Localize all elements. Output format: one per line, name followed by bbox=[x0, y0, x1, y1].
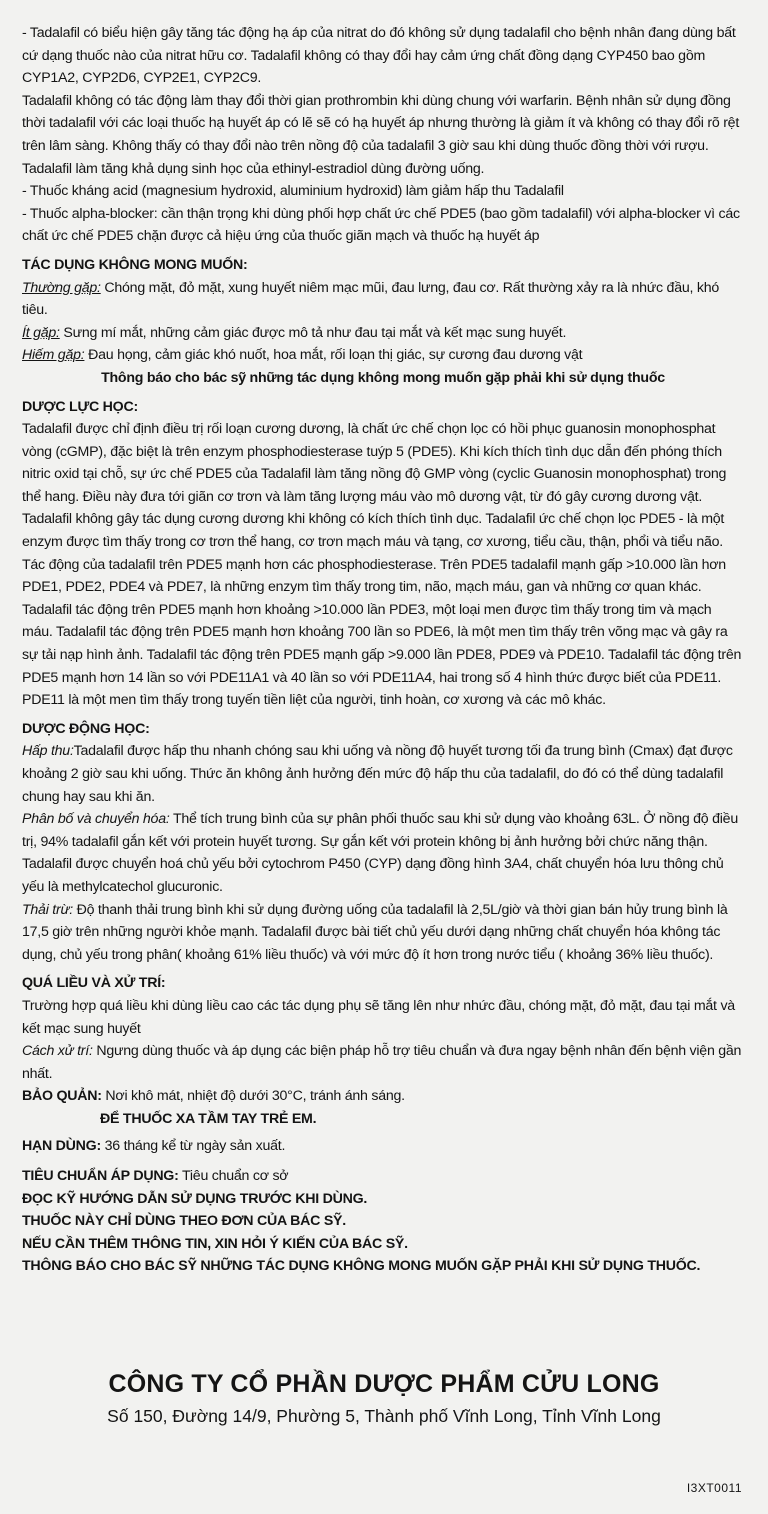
rare-text: Đau họng, cảm giác khó nuốt, hoa mắt, rối loạn thị giác, sự cương đau dương vật bbox=[84, 347, 583, 364]
storage-line bbox=[22, 1085, 744, 1108]
overdose-treatment bbox=[22, 1040, 744, 1085]
interaction-alpha-blocker-paragraph: - Thuốc alpha-blocker: cần thận trọng khi dùng phối hợp chất ức chế PDE5 (bao gồm tadalafil) với alpha-blocker vì các chất ức chế PDE5 chặn được cả hiệu ứng của thuốc giãn mạch và thuốc hạ huyết áp bbox=[22, 205, 740, 245]
uncommon-text: Sưng mí mắt, những cảm giác được mô tả như đau tại mắt và kết mạc sung huyết. bbox=[59, 324, 567, 341]
storage-label: BẢO QUẢN: bbox=[22, 1088, 102, 1105]
common-text: Chóng mặt, đỏ mặt, xung huyết niêm mạc mũi, đau lưng, đau cơ. Rất thường xảy ra là nhức đầu, khó tiêu. bbox=[22, 279, 719, 319]
distribution-paragraph bbox=[22, 808, 744, 898]
document-code: I3XT0011 bbox=[686, 1481, 742, 1495]
company-address: Số 150, Đường 14/9, Phường 5, Thành phố Vĩnh Long, Tỉnh Vĩnh Long bbox=[107, 1406, 661, 1426]
expiry-text: 36 tháng kể từ ngày sản xuất. bbox=[100, 1137, 286, 1154]
absorption-text: Tadalafil được hấp thu nhanh chóng sau khi uống và nồng độ huyết tương tối đa trung bình (Cmax) đạt được khoảng 2 giờ sau khi uống. Thức ăn không ảnh hưởng đến mức độ hấp thu của tadalafil, do đó có thể dùng tadalafil chung hay sau khi ăn. bbox=[22, 743, 733, 805]
absorption-label: Hấp thu: bbox=[22, 743, 74, 760]
side-effects-notice: Thông báo cho bác sỹ những tác dụng không mong muốn gặp phải khi sử dụng thuốc bbox=[101, 369, 665, 386]
pharmacodynamics-text: Tadalafil được chỉ định điều trị rối loạn cương dương, là chất ức chế chọn lọc có hồi phục guanosin monophosphat vòng (cGMP), đặc biệt là trên enzym phosphodiesterase tuýp 5 (PDE5). Khi kích thích tình dục dẫn đến phóng thích nitric oxid tại chỗ, sự ức chế PDE5 của Tadalafil làm tăng nồng độ GMP vòng (cyclic Guanosin monophosphat) trong thể hang. Điều này đưa tới giãn cơ trơn và làm tăng lượng máu vào mô dương vật, từ đó gây cương dương vật. Tadalafil không gây tác dụng cương dương khi không có kích thích tình dục. Tadalafil ức chế chọn lọc PDE5 - là một enzym được tìm thấy trong cơ trơn thể hang, cơ trơn mạch máu và tạng, cơ xương, tiểu cầu, thận, phổi và tiểu não. Tác động của tadalafil trên PDE5 mạnh hơn các phosphodiesterase. Trên PDE5 tadalafil mạnh gấp >10.000 lần hơn PDE1, PDE2, PDE4 và PDE7, là những enzym tìm thấy trong tim, não, mạch máu, gan và những cơ quan khác. Tadalafil tác động trên PDE5 mạnh hơn khoảng >10.000 lần PDE3, một loại men được tìm thấy trong tim và mạch máu. Tadalafil tác động trên PDE5 mạnh hơn khoảng 700 lần so PDE6, là một men tìm thấy trên võng mạc và gây ra sự tải nạp hình ảnh. Tadalafil tác động trên PDE5 mạnh gấp >9.000 lần PDE8, PDE9 và PDE10. Tadalafil tác động trên PDE5 mạnh hơn 14 lần so với PDE11A1 và 40 lần so với PDE11A4, hai trong số 4 hình thức được biết của PDE11. PDE11 là một men tìm thấy trong tuyến tiền liệt của người, tinh hoàn, cơ xương và các mô khác. bbox=[22, 421, 742, 709]
leaflet-body bbox=[22, 22, 744, 1278]
side-effects-common bbox=[22, 277, 744, 322]
warning-read-instructions: ĐỌC KỸ HƯỚNG DẪN SỬ DỤNG TRƯỚC KHI DÙNG. bbox=[22, 1190, 368, 1207]
warning-report-side-effects: THÔNG BÁO CHO BÁC SỸ NHỮNG TÁC DỤNG KHÔNG MONG MUỐN GẶP PHẢI KHI SỬ DỤNG THUỐC. bbox=[22, 1258, 701, 1275]
overdose-text: Trường hợp quá liều khi dùng liều cao các tác dụng phụ sẽ tăng lên như nhức đầu, chóng mặt, đỏ mặt, đau tại mắt và kết mạc sung huyết bbox=[22, 997, 735, 1037]
pharmacodynamics-heading: DƯỢC LỰC HỌC: bbox=[22, 398, 138, 415]
overdose-heading: QUÁ LIỀU VÀ XỬ TRÍ: bbox=[22, 975, 166, 992]
standard-line bbox=[22, 1165, 744, 1188]
elimination-paragraph bbox=[22, 899, 744, 967]
expiry-label: HẠN DÙNG: bbox=[22, 1137, 101, 1154]
absorption-paragraph bbox=[22, 740, 744, 808]
standard-text: Tiêu chuẩn cơ sở bbox=[178, 1168, 289, 1185]
side-effects-heading: TÁC DỤNG KHÔNG MONG MUỐN: bbox=[22, 256, 248, 273]
warning-ask-doctor: NẾU CẦN THÊM THÔNG TIN, XIN HỎI Ý KIẾN CỦA BÁC SỸ. bbox=[22, 1235, 408, 1252]
keep-away-children: ĐỂ THUỐC XA TẦM TAY TRẺ EM. bbox=[100, 1110, 317, 1127]
treatment-text: Ngưng dùng thuốc và áp dụng các biện pháp hỗ trợ tiêu chuẩn và đưa ngay bệnh nhân đến bệnh viện gần nhất. bbox=[22, 1043, 742, 1082]
storage-text: Nơi khô mát, nhiệt độ dưới 30°C, tránh ánh sáng. bbox=[101, 1088, 405, 1105]
common-label: Thường gặp: bbox=[22, 279, 101, 296]
rare-label: Hiếm gặp: bbox=[22, 347, 85, 364]
distribution-label: Phân bố và chuyển hóa: bbox=[22, 811, 170, 828]
interaction-antacid-paragraph: - Thuốc kháng acid (magnesium hydroxid, aluminium hydroxid) làm giảm hấp thu Tadalafil bbox=[22, 183, 564, 200]
standard-label: TIÊU CHUẨN ÁP DỤNG: bbox=[22, 1168, 179, 1185]
interaction-nitrate-paragraph: - Tadalafil có biểu hiện gây tăng tác động hạ áp của nitrat do đó không sử dụng tadalafil cho bệnh nhân đang dùng bất cứ dạng thuốc nào của nitrat hữu cơ. Tadalafil không có thay đổi hay cảm ứng chất đồng dạng CYP450 bao gồm CYP1A2, CYP2D6, CYP2E1, CYP2C9. bbox=[22, 25, 736, 87]
company-name: CÔNG TY CỔ PHẦN DƯỢC PHẨM CỬU LONG bbox=[108, 1370, 660, 1398]
treatment-label: Cách xử trí: bbox=[22, 1043, 93, 1060]
side-effects-uncommon bbox=[22, 322, 744, 345]
expiry-line bbox=[22, 1135, 744, 1158]
interaction-warfarin-paragraph: Tadalafil không có tác động làm thay đổi thời gian prothrombin khi dùng chung với warfarin. Bệnh nhân sử dụng đồng thời tadalafil với các loại thuốc hạ huyết áp có lẽ sẽ có hạ huyết áp nhưng thường là giảm ít và không có thay đổi rõ rệt trên lâm sàng. Không thấy có thay đổi nào trên nồng độ của tadalafil 3 giờ sau khi dùng thuốc đồng thời với rượu. Tadalafil làm tăng khả dụng sinh học của ethinyl-estradiol dùng đường uống. bbox=[22, 92, 740, 177]
elimination-label: Thải trừ: bbox=[22, 901, 73, 918]
pharmacokinetics-heading: DƯỢC ĐỘNG HỌC: bbox=[22, 720, 150, 737]
uncommon-label: Ít gặp: bbox=[22, 324, 60, 341]
warning-prescription-only: THUỐC NÀY CHỈ DÙNG THEO ĐƠN CỦA BÁC SỸ. bbox=[22, 1213, 346, 1230]
side-effects-rare bbox=[22, 344, 744, 367]
elimination-text: Độ thanh thải trung bình khi sử dụng đường uống của tadalafil là 2,5L/giờ và thời gian bán hủy trung bình là 17,5 giờ trên những người khỏe mạnh. Tadalafil được bài tiết chủ yếu dưới dạng những chất chuyển hóa không tác dụng, chủ yếu trong phân( khoảng 61% liều thuốc) và với mức độ ít hơn trong nước tiểu ( khoảng 36% liều thuốc). bbox=[22, 901, 728, 963]
distribution-text: Thể tích trung bình của sự phân phối thuốc sau khi sử dụng vào khoảng 63L. Ở nồng độ điều trị, 94% tadalafil gắn kết với protein huyết tương. Sự gắn kết với protein không bị ảnh hưởng bởi chức năng thận. Tadalafil được chuyển hoá chủ yếu bởi cytochrom P450 (CYP) dạng đồng hình 3A4, chất chuyển hóa lưu thông chủ yếu là methylcatechol glucuronic. bbox=[22, 811, 738, 895]
